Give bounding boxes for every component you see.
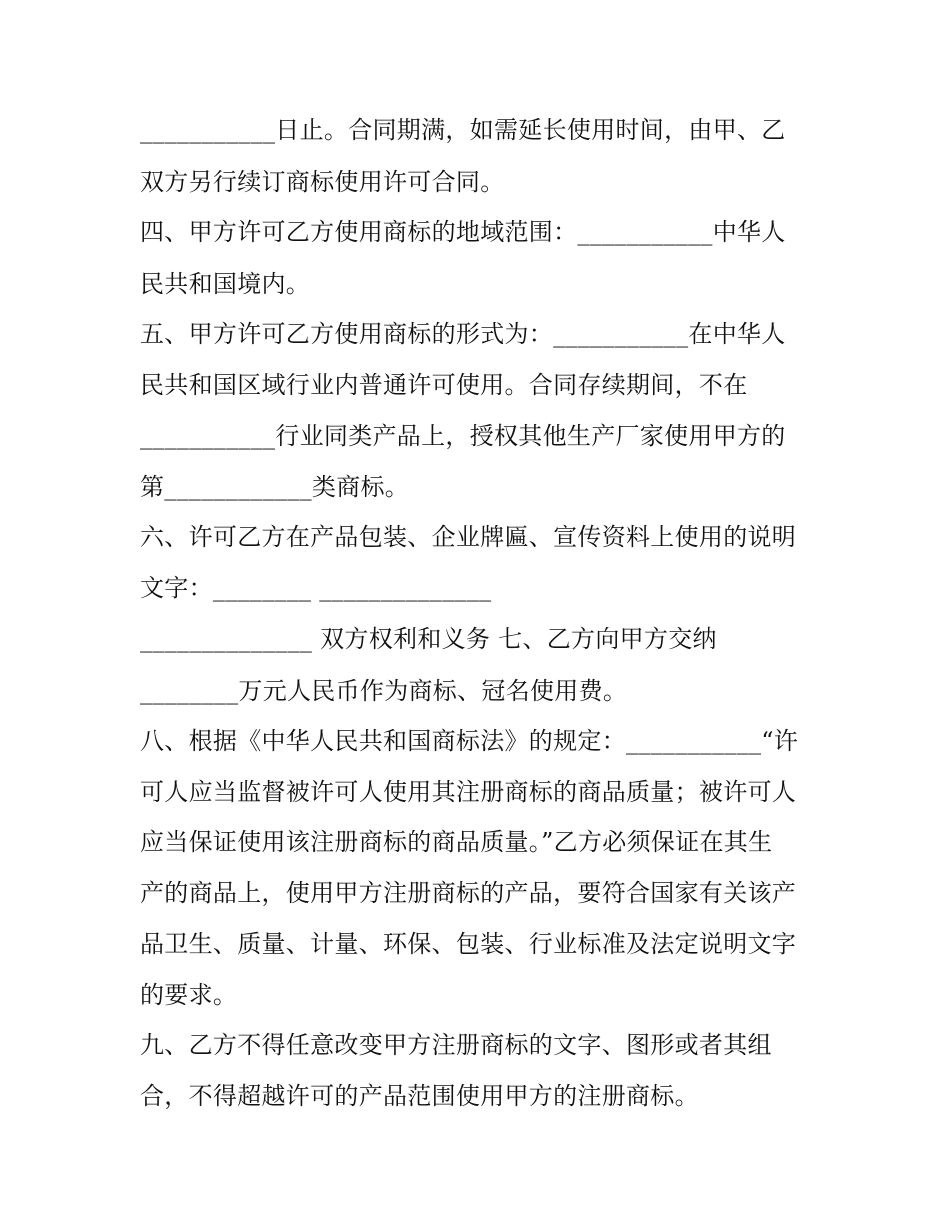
text-line: 文字：________ ______________: [140, 574, 492, 602]
text-line: ________万元人民币作为商标、冠名使用费。: [140, 677, 628, 705]
text-line: 九、乙方不得任意改变甲方注册商标的文字、图形或者其组: [140, 1031, 772, 1059]
text-line: 民共和国境内。: [140, 270, 311, 298]
text-line: ___________行业同类产品上，授权其他生产厂家使用甲方的: [140, 422, 786, 450]
text-line: 品卫生、质量、计量、环保、包装、行业标准及法定说明文字: [140, 930, 797, 958]
text-line: 四、甲方许可乙方使用商标的地域范围：___________中华人: [140, 218, 786, 246]
text-line: 产的商品上，使用甲方注册商标的产品，要符合国家有关该产: [140, 879, 797, 907]
text-line: 民共和国区域行业内普通许可使用。合同存续期间，不在: [140, 371, 748, 399]
text-line: 合，不得超越许可的产品范围使用甲方的注册商标。: [140, 1082, 699, 1110]
text-line: 五、甲方许可乙方使用商标的形式为：___________在中华人: [140, 320, 786, 348]
text-line: 第____________类商标。: [140, 473, 410, 501]
text-line: ______________ 双方权利和义务 七、乙方向甲方交纳: [140, 625, 717, 653]
text-line: 可人应当监督被许可人使用其注册商标的商品质量；被许可人: [140, 778, 797, 806]
text-line: 六、许可乙方在产品包装、企业牌匾、宣传资料上使用的说明: [140, 523, 797, 551]
text-line: 八、根据《中华人民共和国商标法》的规定：___________“许: [140, 727, 799, 755]
text-line: 的要求。: [140, 981, 238, 1009]
text-line: 应当保证使用该注册商标的商品质量。”乙方必须保证在其生: [140, 828, 773, 856]
text-line: 双方另行续订商标使用许可合同。: [140, 168, 505, 196]
text-line: ___________日止。合同期满，如需延长使用时间，由甲、乙: [140, 116, 786, 144]
